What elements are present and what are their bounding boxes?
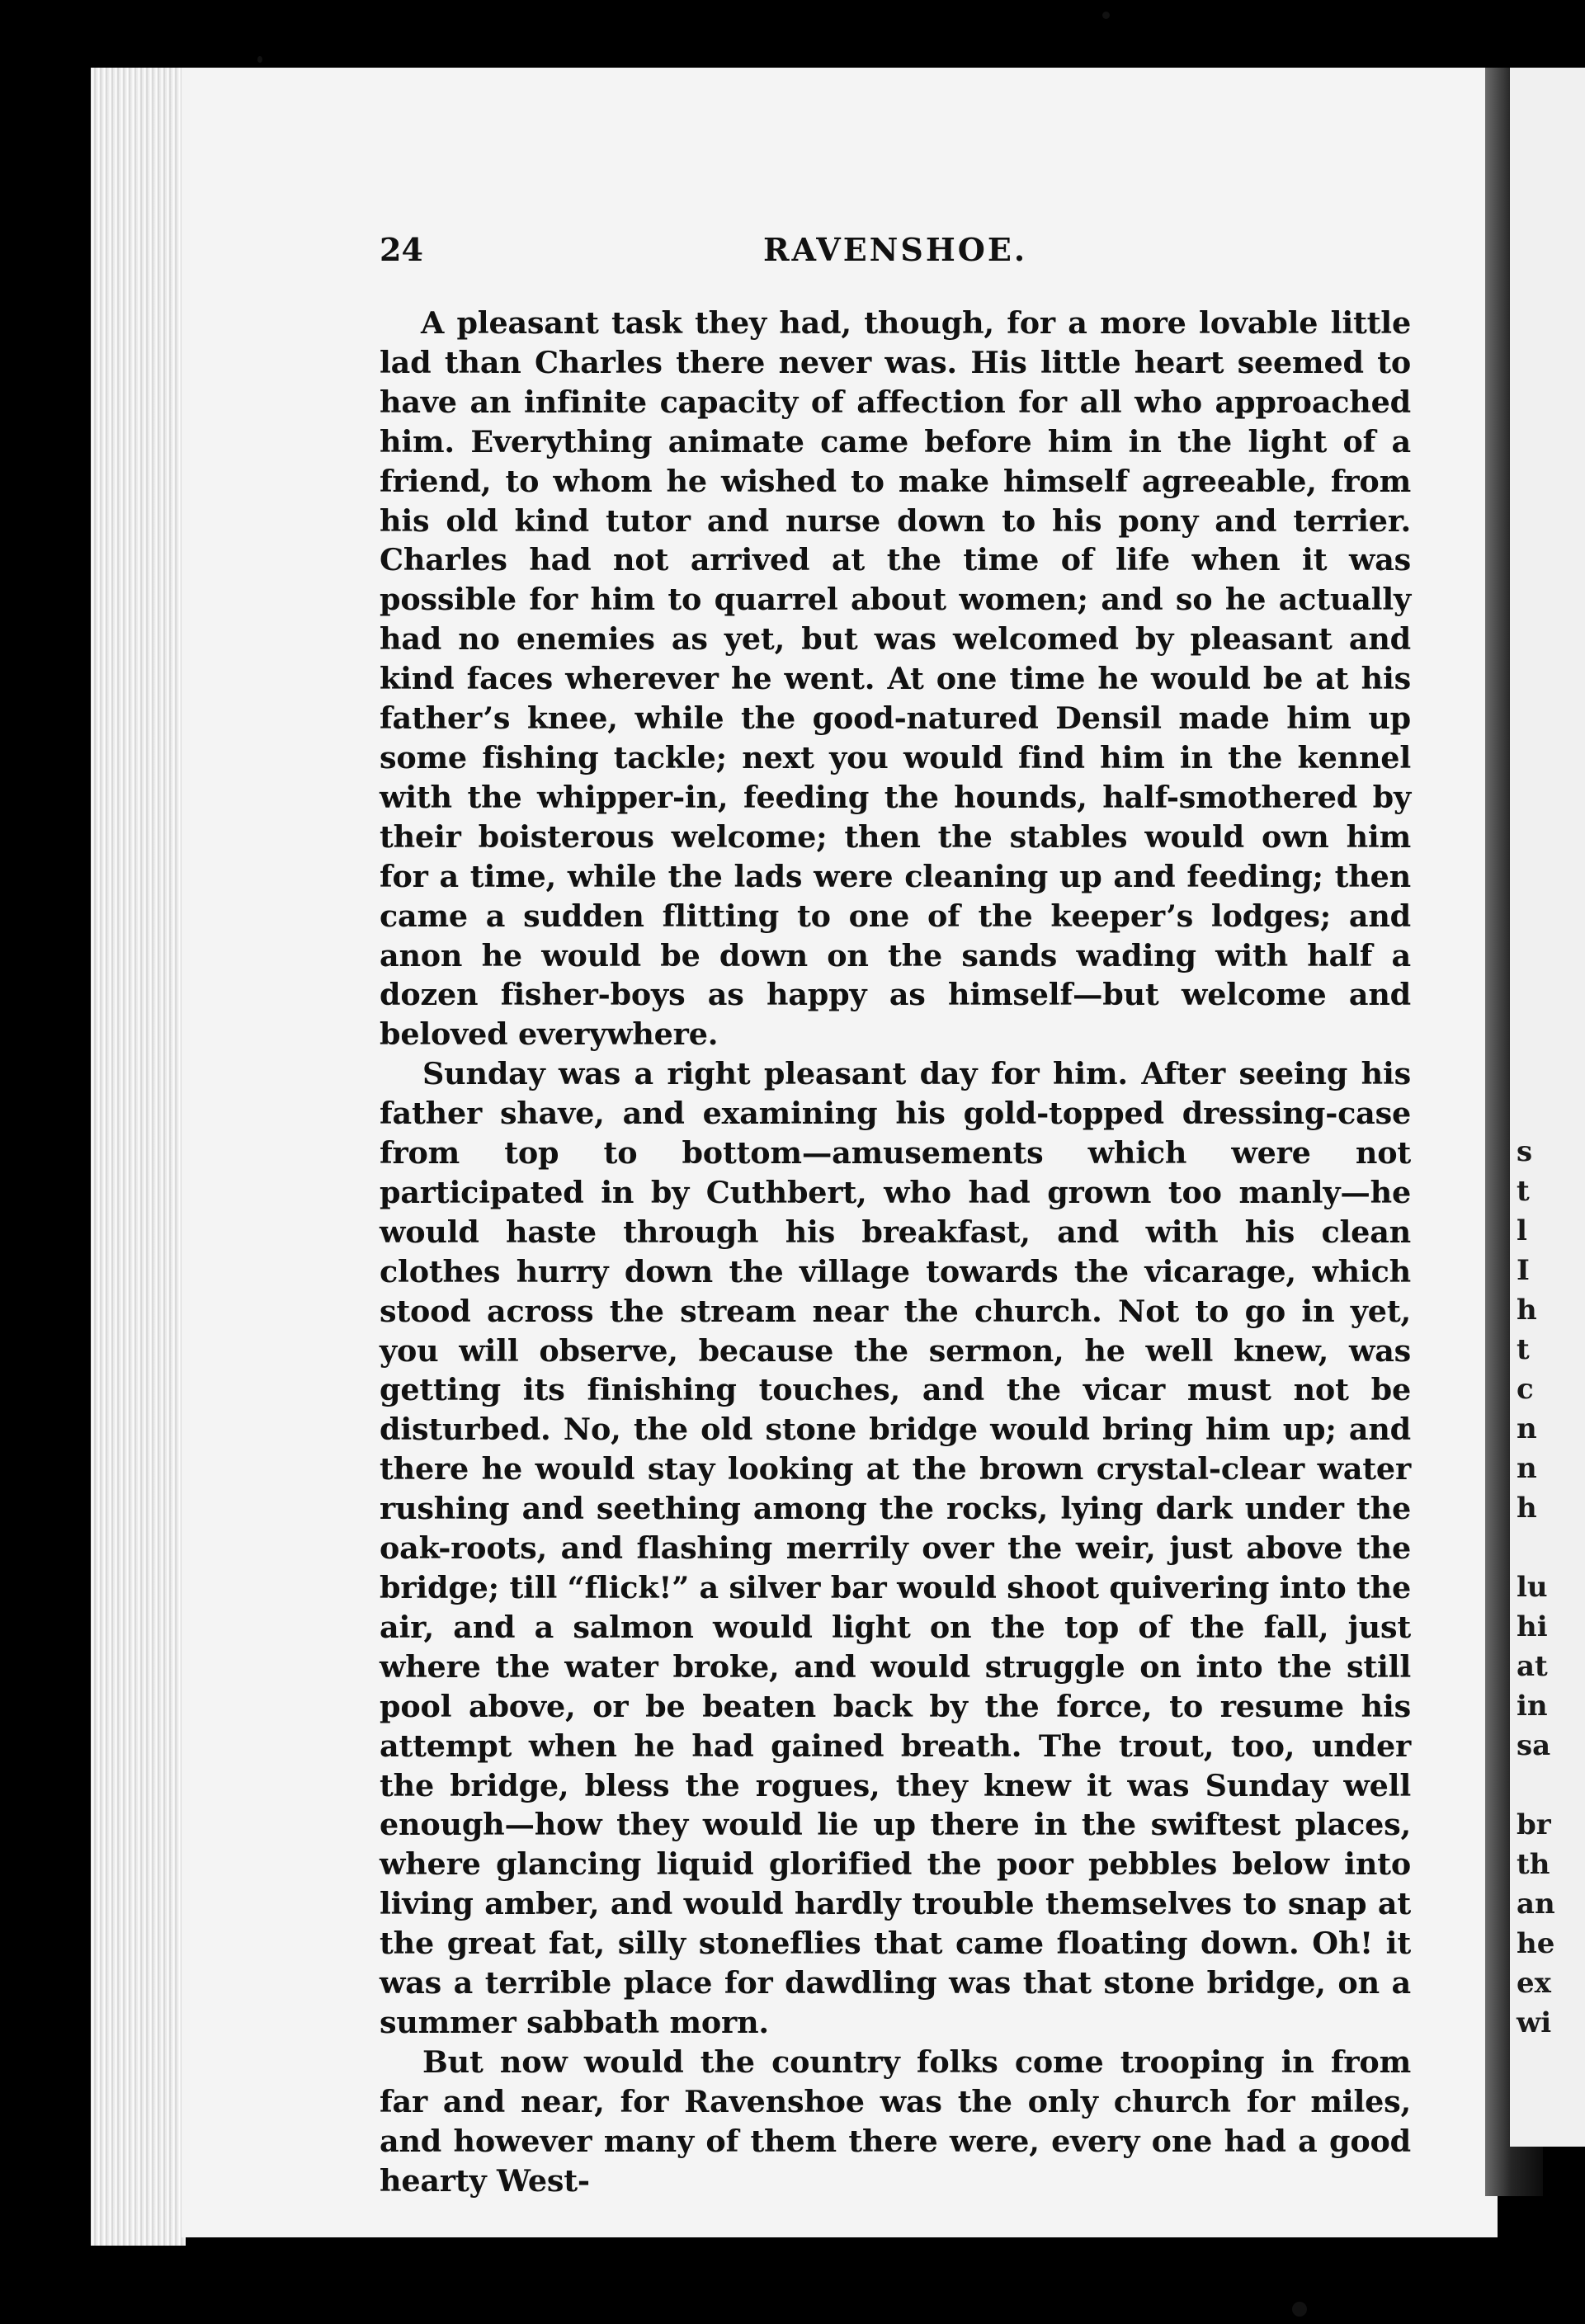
scan-speck [257, 56, 262, 63]
body-text [380, 304, 1411, 2201]
scan-speck [1292, 2302, 1307, 2317]
facing-page-edge [1510, 68, 1585, 2147]
page-number: 24 [380, 231, 423, 268]
facing-page-text-fragments: s t l I h t c n n h lu hi at in sa br th an he ex wi [1517, 1135, 1555, 2039]
page-header [380, 231, 1411, 280]
page-edge-stack [91, 68, 186, 2246]
paragraph: Sunday was a right pleasant day for him. After seeing his father shave, and examining his gold-topped dressing-case from top to bottom—amusements which were not participated in by Cuthbert, who had grown too manly—he would haste through his breakfast, and with his clean clothes hurry down the village towards the vicarage, which stood across the stream near the church. Not to go in yet, you will observe, because the sermon, he well knew, was getting its finishing touches, and the vicar must not be disturbed. No, the old stone bridge would bring him up; and there he would stay looking at the brown crystal-clear water rushing and seething among the rocks, lying dark under the oak-roots, and flashing merrily over the weir, just above the bridge; till “flick!” a silver bar would shoot quivering into the air, and a salmon would light on the top of the fall, just where the water broke, and would struggle on into the still pool above, or be beaten back by the force, to resume his attempt when he had gained breath. The trout, too, under the bridge, bless the rogues, they knew it was Sunday well enough—how they would lie up there in the swiftest places, where glancing liquid glorified the poor pebbles below into living amber, and would hardly trouble themselves to snap at the great fat, silly stoneflies that came floating down. Oh! it was a terrible place for dawdling was that stone bridge, on a summer sabbath morn. [380, 1056, 1411, 2040]
paragraph: But now would the country folks come trooping in from far and near, for Ravenshoe was the only church for miles, and however many of them there were, every one had a good hearty West- [380, 2044, 1411, 2199]
paragraph: A pleasant task they had, though, for a more lovable little lad than Charles there never was. His little heart seemed to have an infinite capacity of affection for all who approached him. Everything animate came before him in the light of a friend, to whom he wished to make himself agreeable, from his old kind tutor and nurse down to his pony and terrier. Charles had not arrived at the time of life when it was possible for him to quarrel about women; and so he actually had no enemies as yet, but was welcomed by pleasant and kind faces wherever he went. At one time he would be at his father’s knee, while the good-natured Densil made him up some fishing tackle; next you would find him in the kennel with the whipper-in, feeding the hounds, half-smothered by their boisterous welcome; then the stables would own him for a time, while the lads were cleaning up and feeding; then came a sudden flitting to one of the keeper’s lodges; and anon he would be down on the sands wading with half a dozen fisher-boys as happy as himself—but welcome and beloved everywhere. [380, 305, 1411, 1053]
scan-speck [1102, 12, 1110, 19]
running-title: RAVENSHOE. [762, 231, 1028, 268]
